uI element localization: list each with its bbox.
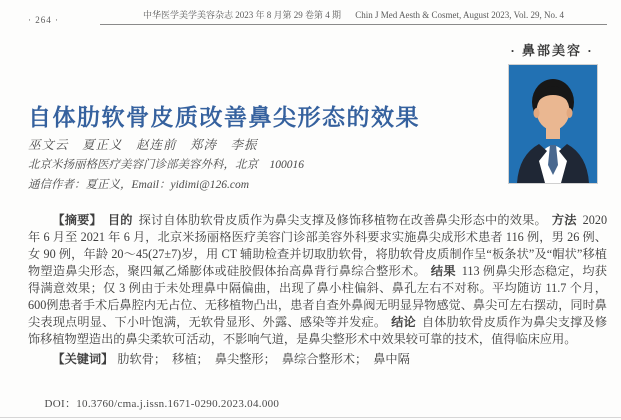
keywords-label: 【关键词】 xyxy=(52,352,114,366)
running-head xyxy=(28,8,607,25)
portrait-illustration xyxy=(509,65,597,183)
journal-header xyxy=(100,8,607,25)
journal-title-cn: 中华医学美学美容杂志 2023 年 8 月第 29 卷第 4 期 xyxy=(143,10,342,20)
results-label: 结果 xyxy=(430,264,456,278)
abstract-paragraph xyxy=(28,212,607,348)
abstract-block xyxy=(28,212,607,368)
objective-label: 目的 xyxy=(107,213,133,227)
bottom-divider xyxy=(0,417,621,418)
conclusion-text: 自体肋软骨皮质作为鼻尖支撑及修饰移植物塑造出的鼻尖柔软可活动，不影响气道，是鼻尖整形术中效果较可靠的技术，值得临床应用。 xyxy=(28,315,608,346)
keywords-line xyxy=(28,351,607,368)
page-title: 自体肋软骨皮质改善鼻尖形态的效果 xyxy=(28,105,420,131)
conclusion-label: 结论 xyxy=(391,315,416,329)
correspondence-line: 通信作者：夏正义，Email：yidimi@126.com xyxy=(28,179,250,191)
journal-title-en: Chin J Med Aesth & Cosmet, August 2023, Vol. 29, No. 4 xyxy=(355,10,564,20)
methods-label: 方法 xyxy=(551,213,577,227)
author-portrait-photo xyxy=(508,64,598,184)
keywords-text: 肋软骨； 移植； 鼻尖整形； 鼻综合整形术； 鼻中隔 xyxy=(117,352,410,366)
objective-text: 探讨自体肋软骨皮质作为鼻尖支撑及修饰移植物在改善鼻尖形态中的效果。 xyxy=(138,213,547,227)
affiliation-line: 北京米扬丽格医疗美容门诊部美容外科，北京 100016 xyxy=(28,159,304,171)
methods-text: 2020 年 6 月至 2021 年 6 月，北京米扬丽格医疗美容门诊部美容外科要求实施鼻尖成形术患者 116 例，男 26 例、女 90 例，年龄 20～45(27±7)岁，用 CT 辅助检查并切取肋软骨，将肋软骨皮质制作呈“板条状”及“帽状”移植物塑造鼻尖形态，聚四氟乙烯膨体或硅胶假体抬高鼻背行鼻综合整形术。 xyxy=(28,213,608,278)
page-number: · 264 · xyxy=(28,15,59,25)
authors-line: 巫文云 夏正义 赵连前 郑涛 李振 xyxy=(28,138,258,152)
results-text: 113 例鼻尖形态稳定，均获得满意效果；仅 3 例由于未处理鼻中隔偏曲，出现了鼻小柱偏斜、鼻孔左右不对称。平均随访 11.7 个月，600例患者手术后鼻腔内无占位、无移植物凸出，患者自查外鼻阀无明显异物感觉、鼻尖可左右摆动，同时鼻尖表现点明显、下小叶饱满，无软骨显形、外露、感染等并发症。 xyxy=(28,264,607,329)
doi-line: DOI：10.3760/cma.j.issn.1671-0290.2023.04.000 xyxy=(44,398,280,410)
abstract-label: 【摘要】 xyxy=(52,213,102,227)
section-badge: · 鼻部美容 · xyxy=(510,43,594,58)
